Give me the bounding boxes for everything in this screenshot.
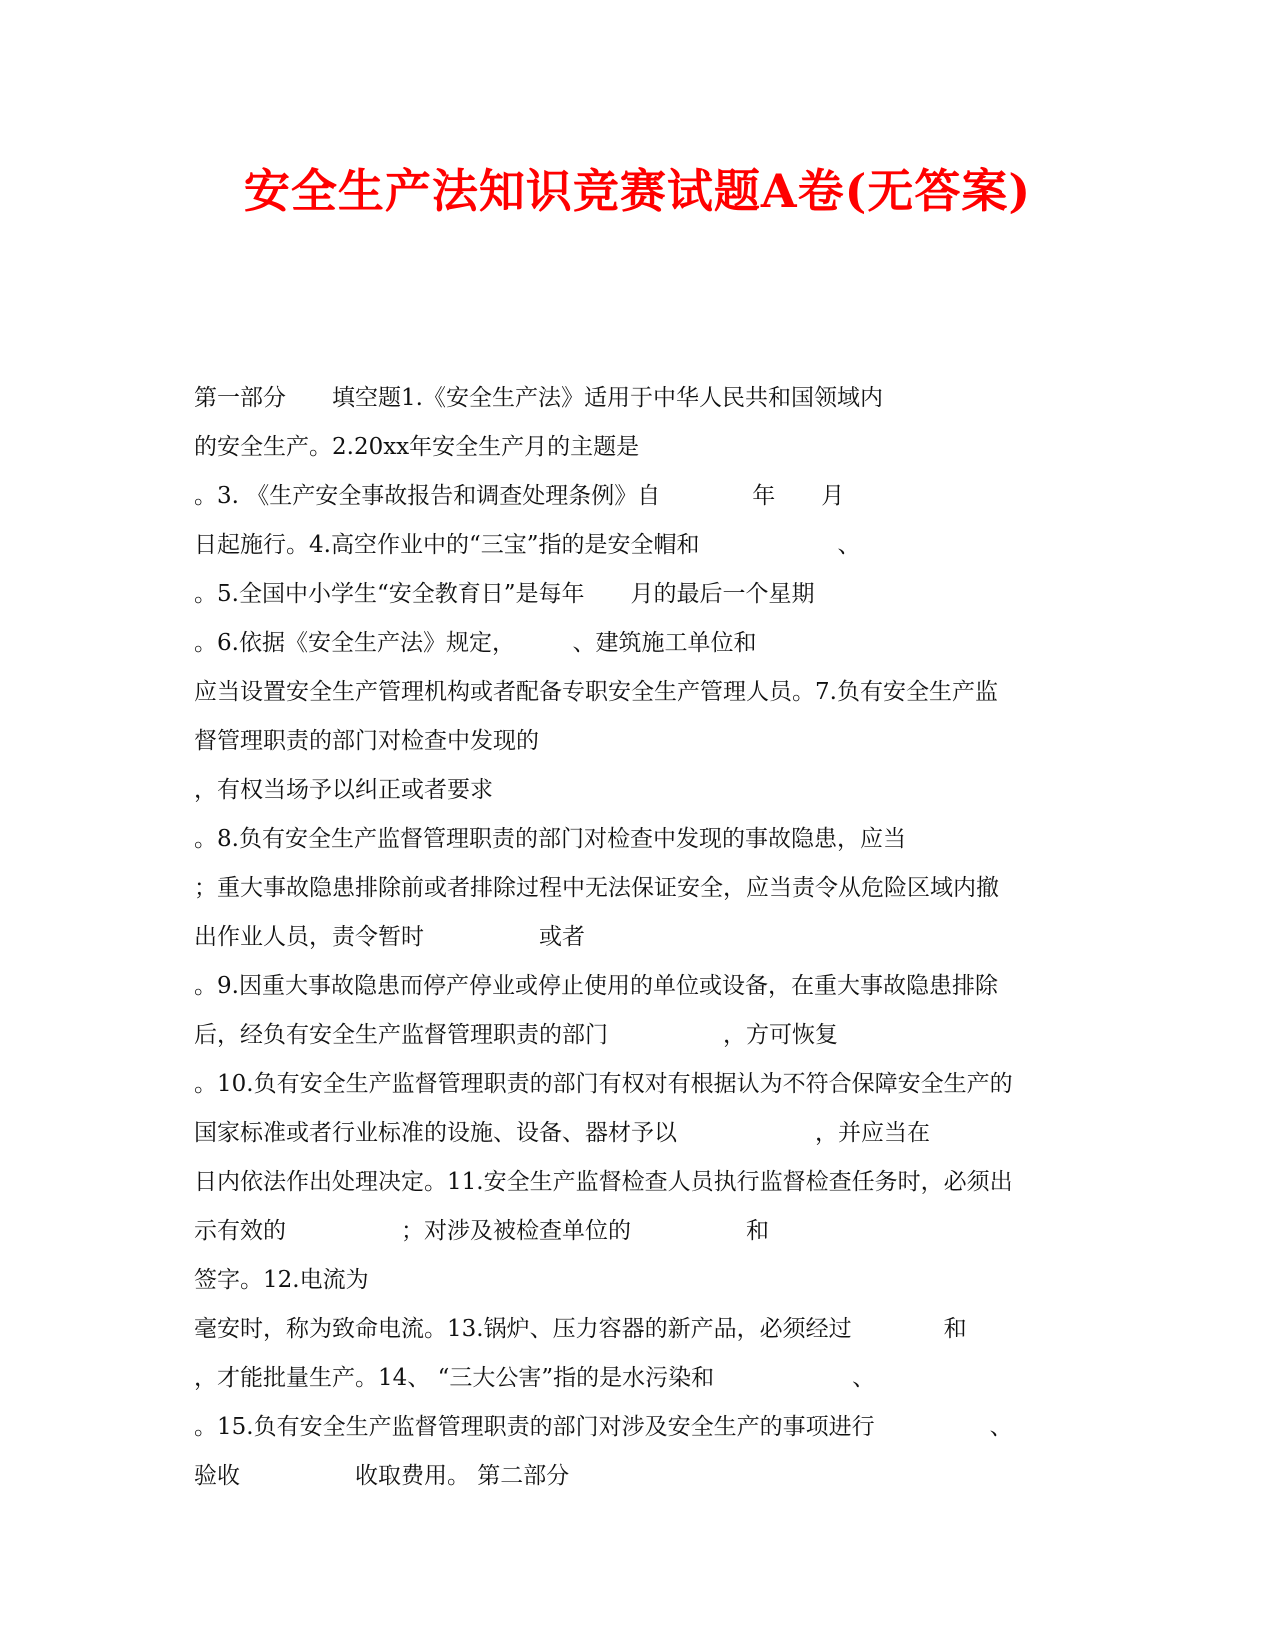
document-body bbox=[194, 378, 1094, 1505]
text-line: ，有权当场予以纠正或者要求 bbox=[194, 777, 493, 803]
text-line: 的安全生产。2.20xx年安全生产月的主题是 bbox=[194, 434, 640, 460]
text-line: ；重大事故隐患排除前或者排除过程中无法保证安全，应当责令从危险区域内撤 bbox=[194, 875, 999, 901]
text-line: 日起施行。4.高空作业中的“三宝”指的是安全帽和 、 bbox=[194, 532, 861, 558]
text-line: 。6.依据《安全生产法》规定， 、建筑施工单位和 bbox=[194, 630, 757, 656]
text-line: 示有效的 ；对涉及被检查单位的 和 bbox=[194, 1218, 769, 1244]
text-line: 。3. 《生产安全事故报告和调查处理条例》自 年 月 bbox=[194, 483, 845, 509]
text-line: 。10.负有安全生产监督管理职责的部门有权对有根据认为不符合保障安全生产的 bbox=[194, 1071, 1013, 1097]
text-line: 国家标准或者行业标准的设施、设备、器材予以 ，并应当在 bbox=[194, 1120, 930, 1146]
text-line: 。5.全国中小学生“安全教育日”是每年 月的最后一个星期 bbox=[194, 581, 815, 607]
text-line: 签字。12.电流为 bbox=[194, 1267, 369, 1293]
text-line: ，才能批量生产。14、 “三大公害”指的是水污染和 、 bbox=[194, 1365, 876, 1391]
text-line: 督管理职责的部门对检查中发现的 bbox=[194, 728, 539, 754]
document-title: 安全生产法知识竞赛试题A卷(无答案) bbox=[243, 164, 1032, 218]
text-line: 应当设置安全生产管理机构或者配备专职安全生产管理人员。7.负有安全生产监 bbox=[194, 679, 998, 705]
text-line: 第一部分 填空题1.《安全生产法》适用于中华人民共和国领域内 bbox=[194, 385, 883, 411]
text-line: 。8.负有安全生产监督管理职责的部门对检查中发现的事故隐患，应当 bbox=[194, 826, 906, 852]
text-line: 验收 收取费用。 第二部分 bbox=[194, 1463, 570, 1489]
text-line: 出作业人员，责令暂时 或者 bbox=[194, 924, 585, 950]
text-line: 毫安时，称为致命电流。13.锅炉、压力容器的新产品，必须经过 和 bbox=[194, 1316, 967, 1342]
text-line: 后，经负有安全生产监督管理职责的部门 ，方可恢复 bbox=[194, 1022, 838, 1048]
text-line: 日内依法作出处理决定。11.安全生产监督检查人员执行监督检查任务时，必须出 bbox=[194, 1169, 1013, 1195]
text-line: 。9.因重大事故隐患而停产停业或停止使用的单位或设备，在重大事故隐患排除 bbox=[194, 973, 998, 999]
text-line: 。15.负有安全生产监督管理职责的部门对涉及安全生产的事项进行 、 bbox=[194, 1414, 1013, 1440]
